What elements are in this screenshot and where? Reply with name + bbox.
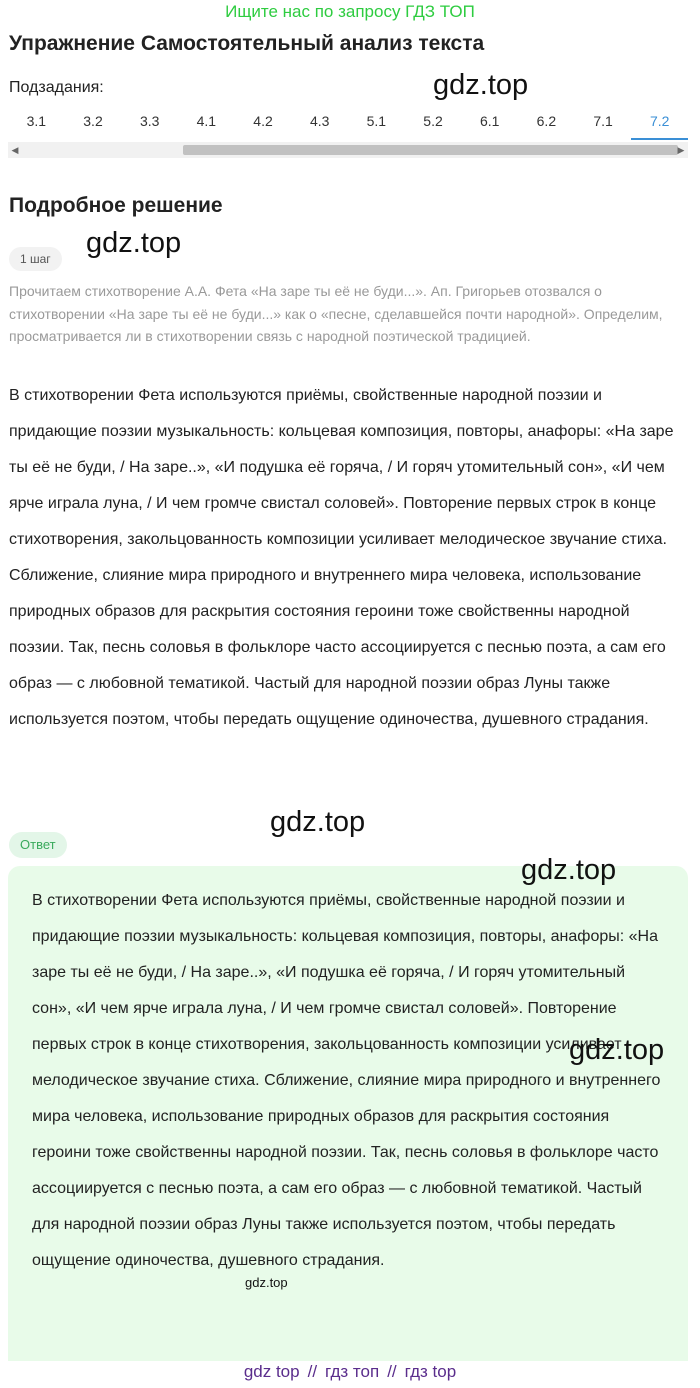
step-badge: 1 шаг	[9, 247, 62, 271]
tab-6-1[interactable]: 6.1	[479, 113, 500, 129]
top-banner[interactable]: Ищите нас по запросу ГДЗ ТОП	[225, 2, 475, 21]
solution-title: Подробное решение	[9, 194, 223, 217]
tab-7-1[interactable]: 7.1	[593, 113, 613, 129]
tab-3-1[interactable]: 3.1	[26, 113, 47, 129]
footer-link-gdz-top-mixed[interactable]: гдз top	[404, 1362, 457, 1381]
watermark: gdz.top	[270, 806, 366, 838]
answer-badge: Ответ	[9, 832, 67, 858]
page-title: Упражнение Самостоятельный анализ текста	[9, 32, 485, 55]
watermark: gdz.top	[433, 69, 529, 101]
subtask-tabs	[8, 108, 688, 140]
tab-5-2[interactable]: 5.2	[423, 113, 443, 129]
watermark: gdz.top	[86, 227, 182, 259]
watermark: gdz.top	[245, 1275, 288, 1290]
footer-link-gdz-top-ru[interactable]: гдз топ	[325, 1362, 380, 1381]
answer-text: В стихотворении Фета используются приёмы, свойственные народной поэзии и придающие поэзии музыкальность: кольцевая композиция, повторы, анафоры: «На заре ты её не буди, / На заре..», «И подушка её горяча, / И горяч утомительный сон», «И чем ярче играла луна, / И чем громче свистал соловей». Повторение первых строк в конце стихотворения, закольцованность композиции усиливает мелодическое звучание стиха. Сближение, слияние мира природного и внутреннего мира человека, использование природных образов для раскрытия состояния героини тоже свойственны народной поэзии. Так, песнь соловья в фольклоре часто ассоциируется с песнью поэта, а сам его образ — с любовной тематикой. Частый для народной поэзии образ Луны также используется поэтом, чтобы передать ощущение одиночества, душевного страдания.	[32, 892, 661, 1269]
tab-4-2[interactable]: 4.2	[253, 113, 273, 129]
tab-3-2[interactable]: 3.2	[83, 113, 103, 129]
tab-4-1[interactable]: 4.1	[196, 113, 217, 129]
footer-separator: //	[387, 1362, 397, 1381]
footer-link-gdz-top[interactable]: gdz top	[243, 1362, 300, 1381]
subtasks-label: Подзадания:	[9, 79, 104, 96]
scroll-right-icon[interactable]: ▶	[677, 145, 685, 155]
tabs-scrollbar[interactable]	[8, 142, 688, 158]
answer-box	[8, 866, 688, 1361]
scroll-thumb[interactable]	[183, 145, 678, 155]
solution-intro: Прочитаем стихотворение А.А. Фета «На заре ты её не буди...». Ап. Григорьев отозвался о стихотворении «На заре ты её не буди...» как о «песне, сделавшейся почти народной». Определим, просматривается ли в стихотворении связь с народной поэтической традицией.	[9, 283, 663, 344]
solution-text: В стихотворении Фета используются приёмы, свойственные народной поэзии и придающие поэзии музыкальность: кольцевая композиция, повторы, анафоры: «На заре ты её не буди, / На заре..», «И подушка её горяча, / И горяч утомительный сон», «И чем ярче играла луна, / И чем громче свистал соловей». Повторение первых строк в конце стихотворения, закольцованность композиции усиливает мелодическое звучание стиха. Сближение, слияние мира природного и внутреннего мира человека, использование природных образов для раскрытия состояния героини тоже свойственны народной поэзии. Так, песнь соловья в фольклоре часто ассоциируется с песнью поэта, а сам его образ — с любовной тематикой. Частый для народной поэзии образ Луны также используется поэтом, чтобы передать ощущение одиночества, душевного страдания.	[9, 387, 674, 728]
tab-6-2[interactable]: 6.2	[536, 113, 557, 129]
scroll-left-icon[interactable]: ◀	[11, 145, 19, 155]
watermark: gdz.top	[569, 1034, 665, 1066]
watermark: gdz.top	[521, 854, 617, 886]
footer-links	[0, 1362, 700, 1382]
tab-4-3[interactable]: 4.3	[309, 113, 330, 129]
tab-7-2[interactable]: 7.2	[631, 108, 688, 140]
footer-separator: //	[307, 1362, 318, 1381]
tab-3-3[interactable]: 3.3	[139, 113, 160, 129]
tab-5-1[interactable]: 5.1	[366, 113, 387, 129]
